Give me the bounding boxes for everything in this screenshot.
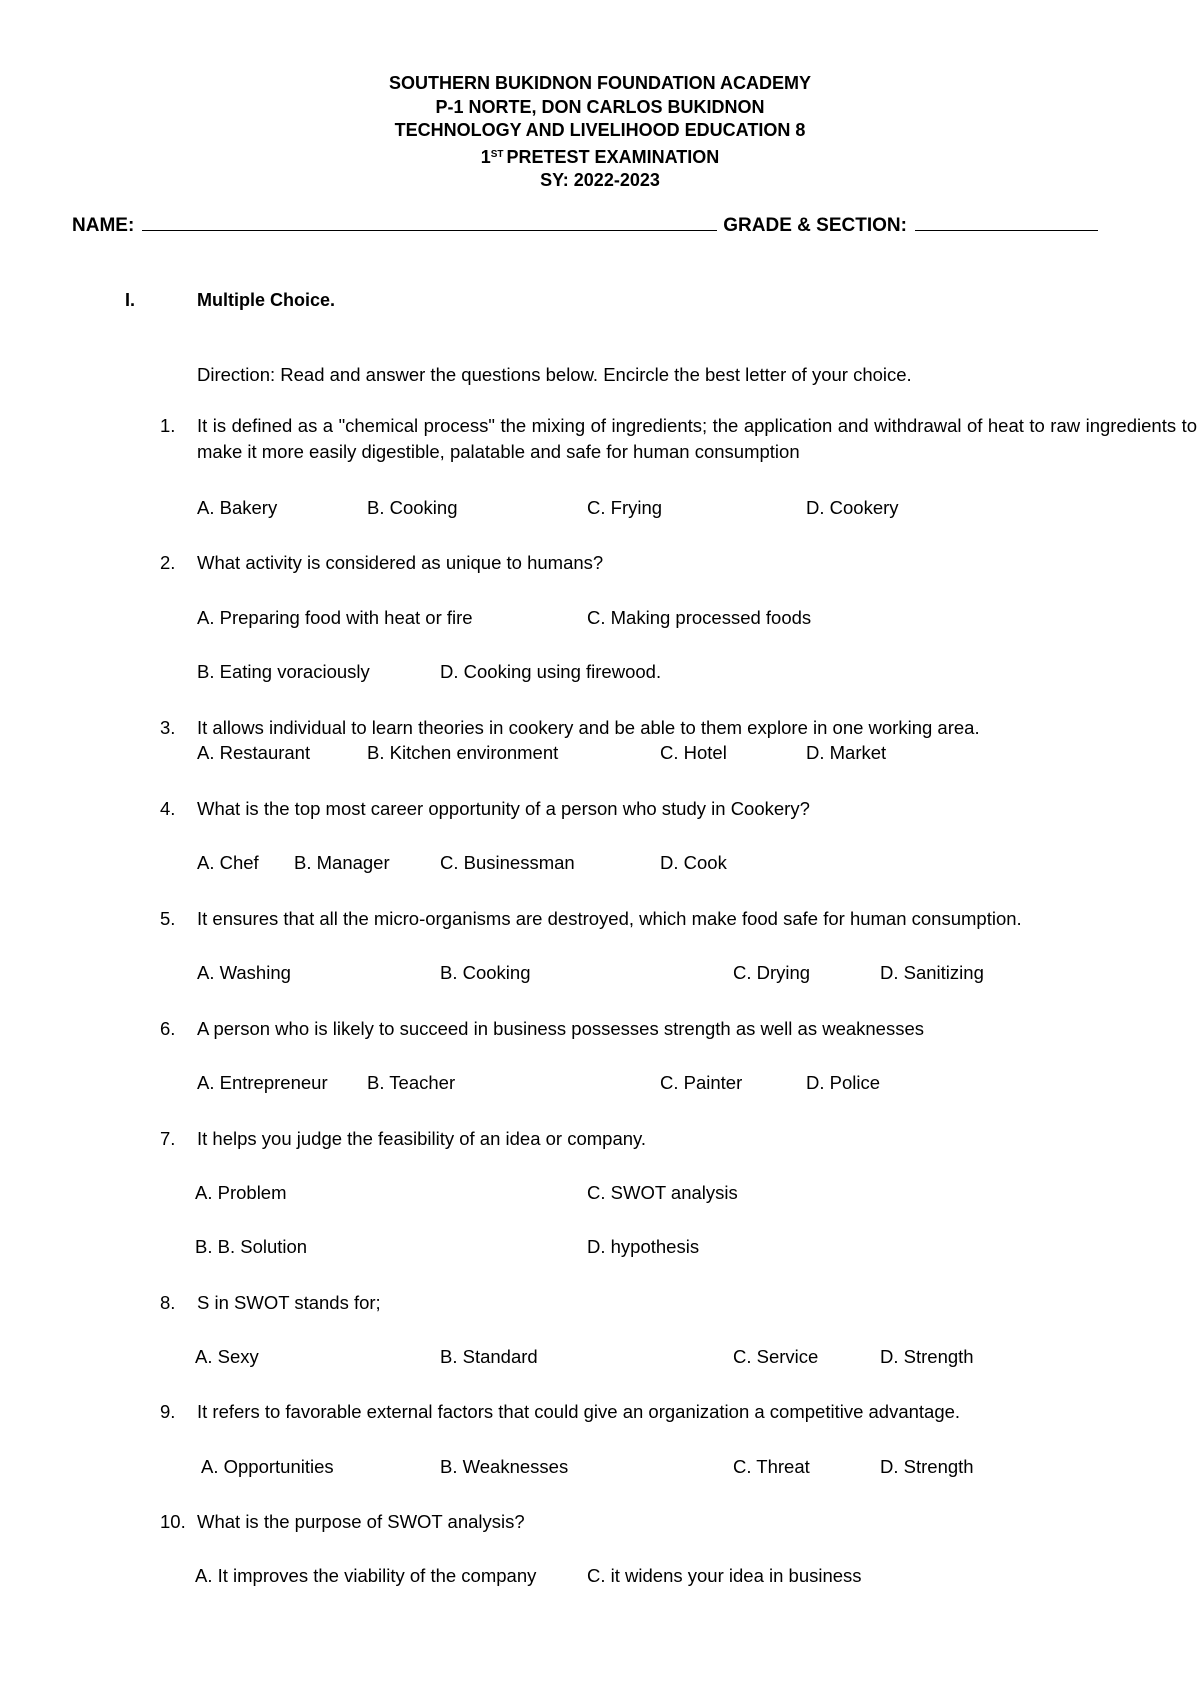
question-number: 8. (160, 1292, 176, 1313)
q8-option-d[interactable]: D. Strength (880, 1346, 974, 1367)
q2-option-b[interactable]: B. Eating voraciously (197, 661, 370, 682)
question-text: S in SWOT stands for; (197, 1292, 381, 1313)
q6-option-d[interactable]: D. Police (806, 1072, 881, 1093)
q7-option-c[interactable]: C. SWOT analysis (587, 1182, 738, 1203)
q8-option-b[interactable]: B. Standard (440, 1346, 538, 1367)
q6-option-c[interactable]: C. Painter (660, 1072, 743, 1093)
school-address: P-1 NORTE, DON CARLOS BUKIDNON (435, 96, 765, 117)
q8-option-c[interactable]: C. Service (733, 1346, 819, 1367)
school-year: SY: 2022-2023 (540, 170, 660, 190)
q2-option-d[interactable]: D. Cooking using firewood. (440, 661, 662, 682)
question-text: It is defined as a "chemical process" the mixing of ingredients; the application and withdrawal of heat to raw ingredients to make it more easily digestible, palatable and safe for human consumption (197, 415, 1197, 462)
exam-ordinal-suffix: ST (490, 148, 504, 160)
school-name: SOUTHERN BUKIDNON FOUNDATION ACADEMY (389, 73, 811, 93)
exam-ordinal: 1 (480, 146, 491, 167)
question-number: 3. (160, 717, 176, 738)
q3-option-c[interactable]: C. Hotel (660, 742, 727, 763)
q2-option-c[interactable]: C. Making processed foods (587, 607, 812, 628)
q1-option-c[interactable]: C. Frying (587, 497, 663, 518)
question-number: 6. (160, 1018, 176, 1039)
q4-option-b[interactable]: B. Manager (294, 852, 390, 873)
q9-option-d[interactable]: D. Strength (880, 1456, 974, 1477)
q10-option-a[interactable]: A. It improves the viability of the company (195, 1565, 537, 1586)
q4-option-a[interactable]: A. Chef (197, 852, 259, 873)
q8-option-a[interactable]: A. Sexy (195, 1346, 259, 1367)
q1-option-a[interactable]: A. Bakery (197, 497, 278, 518)
subject-title: TECHNOLOGY AND LIVELIHOOD EDUCATION 8 (394, 120, 806, 140)
grade-section-field[interactable] (915, 213, 1098, 231)
student-info-row (72, 213, 1098, 237)
exam-title-text: PRETEST EXAMINATION (506, 146, 720, 167)
q5-option-c[interactable]: C. Drying (733, 962, 811, 983)
q7-option-b[interactable]: B. B. Solution (195, 1236, 308, 1257)
q5-option-a[interactable]: A. Washing (197, 962, 291, 983)
question-number: 1. (160, 415, 176, 436)
q4-option-d[interactable]: D. Cook (660, 852, 727, 873)
q6-option-a[interactable]: A. Entrepreneur (197, 1072, 328, 1093)
question-text: What activity is considered as unique to humans? (197, 552, 604, 573)
q5-option-d[interactable]: D. Sanitizing (880, 962, 984, 983)
question-number: 2. (160, 552, 176, 573)
question-text: What is the purpose of SWOT analysis? (197, 1511, 525, 1532)
question-text: What is the top most career opportunity of a person who study in Cookery? (197, 798, 810, 819)
question-number: 9. (160, 1401, 176, 1422)
section-number: I. (125, 290, 136, 310)
q1-option-b[interactable]: B. Cooking (367, 497, 458, 518)
q10-option-c[interactable]: C. it widens your idea in business (587, 1565, 862, 1586)
question-number: 7. (160, 1128, 176, 1149)
q3-option-a[interactable]: A. Restaurant (197, 742, 311, 763)
q5-option-b[interactable]: B. Cooking (440, 962, 531, 983)
q7-option-d[interactable]: D. hypothesis (587, 1236, 700, 1257)
question-text: It allows individual to learn theories in cookery and be able to them explore in one working area. (197, 717, 980, 738)
directions-text: Direction: Read and answer the questions below. Encircle the best letter of your choice. (197, 364, 912, 385)
q9-option-c[interactable]: C. Threat (733, 1456, 810, 1477)
question-text: It helps you judge the feasibility of an idea or company. (197, 1128, 647, 1149)
q6-option-b[interactable]: B. Teacher (367, 1072, 456, 1093)
q7-option-a[interactable]: A. Problem (195, 1182, 287, 1203)
name-field[interactable] (142, 213, 717, 231)
question-number: 5. (160, 908, 176, 929)
name-label: NAME: (72, 215, 135, 236)
grade-section-label: GRADE & SECTION: (723, 215, 907, 236)
q4-option-c[interactable]: C. Businessman (440, 852, 575, 873)
question-text: A person who is likely to succeed in business possesses strength as well as weaknesses (197, 1018, 925, 1039)
q2-option-a[interactable]: A. Preparing food with heat or fire (197, 607, 473, 628)
exam-title (0, 143, 1200, 170)
question-text: It ensures that all the micro-organisms are destroyed, which make food safe for human consumption. (197, 908, 1022, 929)
exam-header (0, 72, 1200, 193)
q9-option-a[interactable]: A. Opportunities (201, 1456, 334, 1477)
question-text: It refers to favorable external factors that could give an organization a competitive advantage. (197, 1401, 961, 1422)
q1-option-d[interactable]: D. Cookery (806, 497, 899, 518)
question-number: 10. (160, 1511, 186, 1532)
section-title: Multiple Choice. (197, 290, 336, 310)
q3-option-b[interactable]: B. Kitchen environment (367, 742, 559, 763)
question-number: 4. (160, 798, 176, 819)
q3-option-d[interactable]: D. Market (806, 742, 887, 763)
q9-option-b[interactable]: B. Weaknesses (440, 1456, 569, 1477)
